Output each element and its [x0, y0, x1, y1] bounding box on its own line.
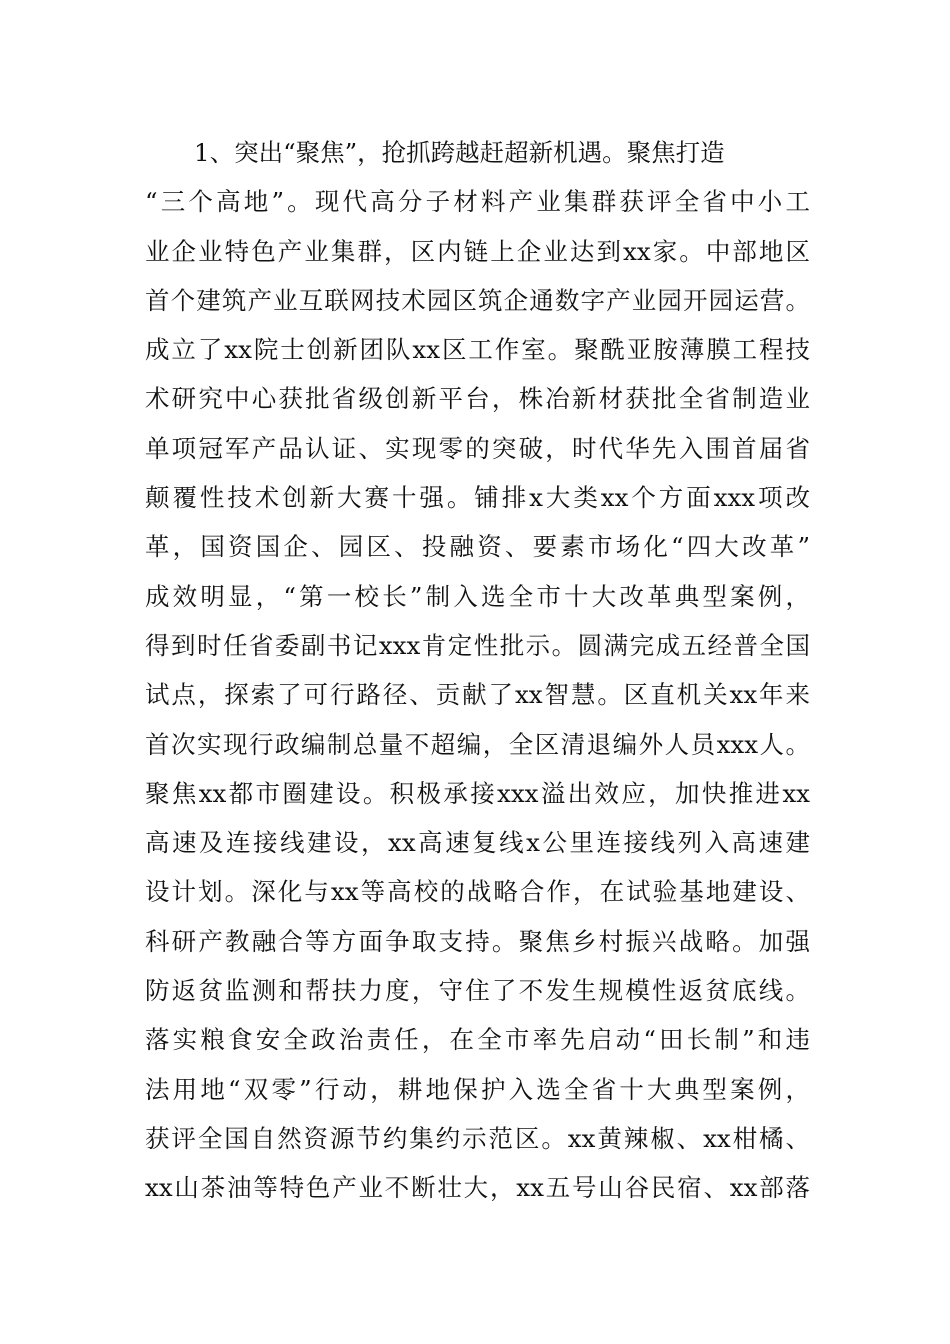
text-line: 1、突出“聚焦”，抢抓跨越赶超新机遇。聚焦打造	[145, 138, 725, 167]
text-line: 革，国资国企、园区、投融资、要素市场化“四大改革”	[145, 532, 810, 562]
text-line: 成效明显，“第一校长”制入选全市十大改革典型案例，	[145, 581, 810, 611]
text-line: 法用地“双零”行动，耕地保护入选全省十大典型案例，	[145, 1074, 810, 1104]
body-paragraph	[145, 128, 810, 1213]
text-line: 落实粮食安全政治责任，在全市率先启动“田长制”和违	[145, 1025, 810, 1055]
text-line: 设计划。深化与xx等高校的战略合作，在试验基地建设、	[145, 877, 810, 907]
text-line: 试点，探索了可行路径、贡献了xx智慧。区直机关xx年来	[145, 680, 810, 710]
text-line: 首次实现行政编制总量不超编，全区清退编外人员xxx人。	[145, 729, 810, 759]
text-line: 首个建筑产业互联网技术园区筑企通数字产业园开园运营。	[145, 285, 810, 315]
text-line: 得到时任省委副书记xxx肯定性批示。圆满完成五经普全国	[145, 630, 810, 660]
text-line: “三个高地”。现代高分子材料产业集群获评全省中小工	[145, 187, 810, 217]
text-line: 业企业特色产业集群，区内链上企业达到xx家。中部地区	[145, 236, 810, 266]
text-line: 获评全国自然资源节约集约示范区。xx黄辣椒、xx柑橘、	[145, 1123, 810, 1153]
text-line: 高速及连接线建设，xx高速复线x公里连接线列入高速建	[145, 828, 810, 858]
text-line: 成立了xx院士创新团队xx区工作室。聚酰亚胺薄膜工程技	[145, 335, 810, 365]
text-line: xx山茶油等特色产业不断壮大，xx五号山谷民宿、xx部落	[145, 1173, 810, 1203]
text-line: 单项冠军产品认证、实现零的突破，时代华先入围首届省	[145, 433, 810, 463]
text-line: 防返贫监测和帮扶力度，守住了不发生规模性返贫底线。	[145, 976, 810, 1006]
text-line: 聚焦xx都市圈建设。积极承接xxx溢出效应，加快推进xx	[145, 778, 810, 808]
text-line: 科研产教融合等方面争取支持。聚焦乡村振兴战略。加强	[145, 926, 810, 956]
text-line: 颠覆性技术创新大赛十强。铺排x大类xx个方面xxx项改	[145, 483, 810, 513]
text-line: 术研究中心获批省级创新平台，株冶新材获批全省制造业	[145, 384, 810, 414]
